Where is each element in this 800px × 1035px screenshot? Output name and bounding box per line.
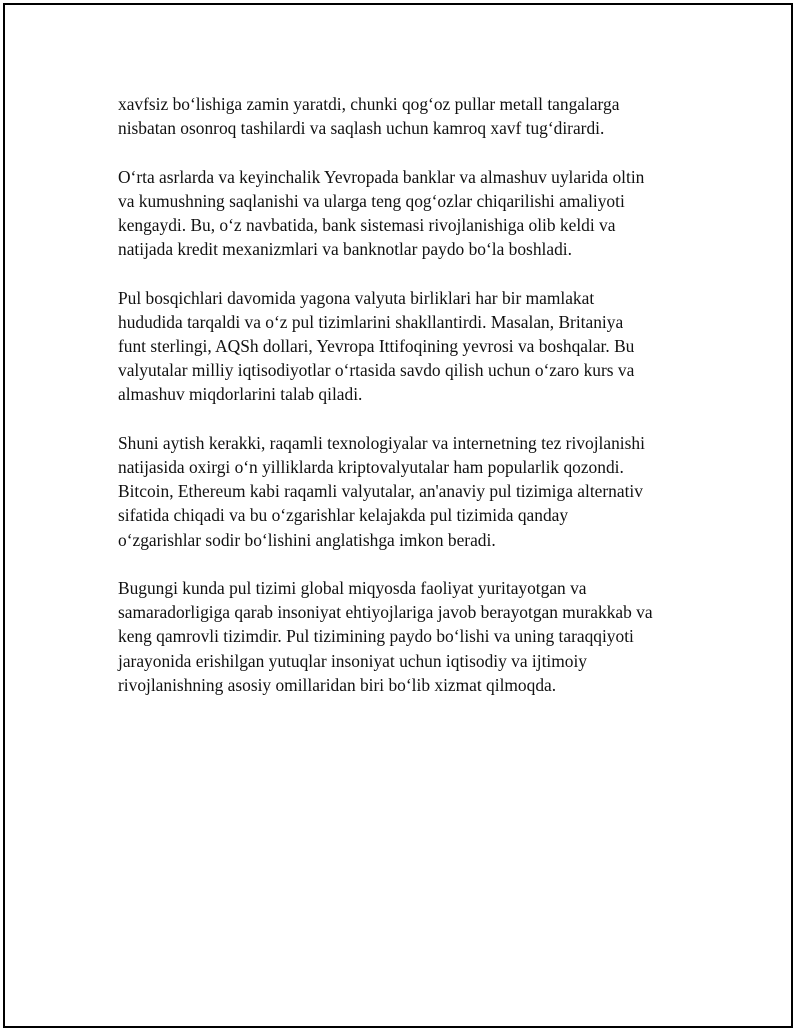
text-line: funt sterlingi, AQSh dollari, Yevropa Ittifoqining yevrosi va boshqalar. Bu xyxy=(118,336,635,356)
document-body xyxy=(118,92,698,721)
paragraph xyxy=(118,165,698,262)
text-line: kengaydi. Bu, o‘z navbatida, bank sistemasi rivojlanishiga olib keldi va xyxy=(118,215,616,235)
text-line: sifatida chiqadi va bu o‘zgarishlar kelajakda pul tizimida qanday xyxy=(118,505,569,526)
text-line: Pul bosqichlari davomida yagona valyuta birliklari har bir mamlakat xyxy=(118,287,595,308)
text-line: hududida tarqaldi va o‘z pul tizimlarini shakllantirdi. Masalan, Britaniya xyxy=(118,311,624,332)
paragraph xyxy=(118,431,698,552)
text-line: keng qamrovli tizimdir. Pul tizimining paydo bo‘lishi va uning taraqqiyoti xyxy=(118,626,634,647)
text-line: rivojlanishning asosiy omillaridan biri bo‘lib xizmat qilmoqda. xyxy=(118,674,557,695)
text-line: Shuni aytish kerakki, raqamli texnologiyalar va internetning tez rivojlanishi xyxy=(118,432,645,453)
text-line: va kumushning saqlanishi va ularga teng qog‘ozlar chiqarilishi amaliyoti xyxy=(118,190,625,211)
paragraph xyxy=(118,576,698,697)
text-line: Bitcoin, Ethereum kabi raqamli valyutalar, an'anaviy pul tizimiga alternativ xyxy=(118,481,643,502)
text-line: samaradorligiga qarab insoniyat ehtiyojlariga javob berayotgan murakkab va xyxy=(118,602,653,623)
paragraph xyxy=(118,286,698,407)
text-line: valyutalar milliy iqtisodiyotlar o‘rtasida savdo qilish uchun o‘zaro kurs va xyxy=(118,360,635,381)
text-line: almashuv miqdorlarini talab qiladi. xyxy=(118,384,363,405)
text-line: nisbatan osonroq tashilardi va saqlash uchun kamroq xavf tug‘dirardi. xyxy=(118,118,605,139)
paragraph xyxy=(118,92,698,140)
text-line: natijasida oxirgi o‘n yilliklarda kriptovalyutalar ham popularlik qozondi. xyxy=(118,457,624,477)
text-line: O‘rta asrlarda va keyinchalik Yevropada banklar va almashuv uylarida oltin xyxy=(118,166,645,187)
text-line: jarayonida erishilgan yutuqlar insoniyat uchun iqtisodiy va ijtimoiy xyxy=(118,650,587,671)
text-line: natijada kredit mexanizmlari va banknotlar paydo bo‘la boshladi. xyxy=(118,239,572,260)
text-line: xavfsiz bo‘lishiga zamin yaratdi, chunki qog‘oz pullar metall tangalarga xyxy=(118,94,620,114)
text-line: o‘zgarishlar sodir bo‘lishini anglatishga imkon beradi. xyxy=(118,529,496,550)
text-line: Bugungi kunda pul tizimi global miqyosda faoliyat yuritayotgan va xyxy=(118,578,587,598)
